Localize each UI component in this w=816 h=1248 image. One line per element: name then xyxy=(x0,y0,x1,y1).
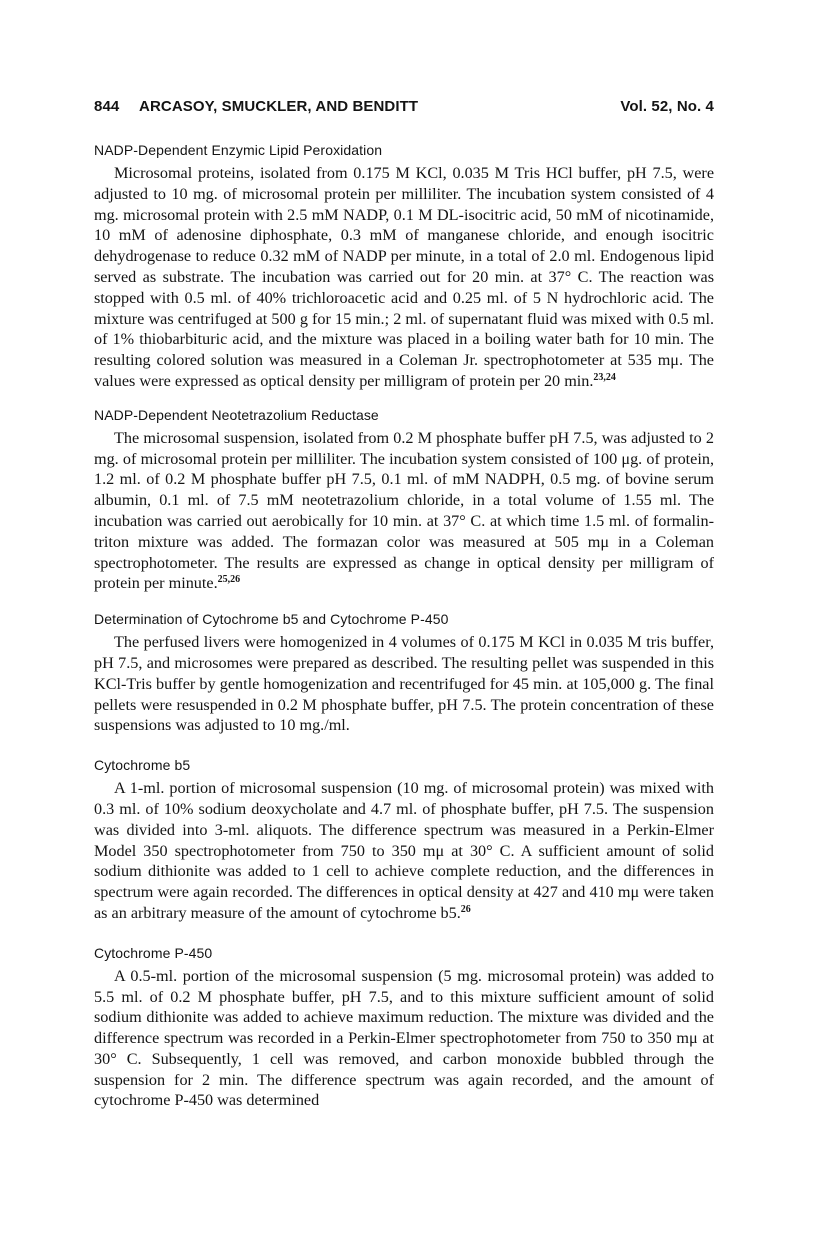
journal-page xyxy=(94,98,714,1111)
section-heading: Cytochrome P-450 xyxy=(94,944,213,961)
section-cytochrome-p450 xyxy=(94,945,714,1112)
section-heading: Determination of Cytochrome b5 and Cytochrome P-450 xyxy=(94,611,449,628)
section-body: Microsomal proteins, isolated from 0.175 M KCl, 0.035 M Tris HCl buffer, pH 7.5, were adjusted to 10 mg. of microsomal protein per milliliter. The incubation system consisted of 4 mg. microsomal protein with 2.5 mM NADP, 0.1 M DL-isocitric acid, 50 mM of nicotinamide, 10 mM of adenosine diphosphate, 0.3 mM of manganese chloride, and enough isocitric dehydrogenase to reduce 0.32 mM of NADP per minute, in a total of 2.0 ml. Endogenous lipid served as substrate. The incubation was carried out for 20 min. at 37° C. The reaction was stopped with 0.5 ml. of 40% trichloroacetic acid and 0.25 ml. of 5 N hydrochloric acid. The mixture was centrifuged at 500 g for 15 min.; 2 ml. of supernatant fluid was mixed with 0.5 ml. of 1% thiobarbituric acid, and the mixture was placed in a boiling water bath for 10 min. The resulting colored solution was measured in a Coleman Jr. spectrophotometer at 535 mμ. The values were expressed as optical density per milligram of protein per 20 min.$^{23,24}$ xyxy=(94,164,714,390)
section-body: The microsomal suspension, isolated from 0.2 M phosphate buffer pH 7.5, was adjusted to 2 mg. of microsomal protein per milliliter. The incubation system consisted of 100 μg. of protein, 1.2 ml. of 0.2 M phosphate buffer pH 7.5, 0.1 ml. of mM NADPH, 0.5 mg. of bovine serum albumin, 0.1 ml. of 7.5 mM neotetrazolium chloride, in a total volume of 1.55 ml. The incubation was carried out aerobically for 10 min. at 37° C. at which time 1.5 ml. of formalin-triton mixture was added. The formazan color was measured at 505 mμ in a Coleman spectrophotometer. The results are expressed as change in optical density per milligram of protein per minute.$^{25,26}$ xyxy=(94,428,714,593)
reference-marker: 26 xyxy=(460,903,471,915)
reference-marker: 25,26 xyxy=(217,574,241,586)
section-cytochrome-b5 xyxy=(94,757,714,924)
section-body: The perfused livers were homogenized in 4 volumes of 0.175 M KCl in 0.035 M tris buffer, pH 7.5, and microsomes were prepared as described. The resulting pellet was suspended in this KCl-Tris buffer by gentle homogenization and recentrifuged for 45 min. at 105,000 g. The final pellets were resuspended in 0.2 M phosphate buffer, pH 7.5. The protein concentration of these suspensions was adjusted to 10 mg./ml. xyxy=(94,633,714,735)
running-header xyxy=(94,98,714,115)
section-body: A 0.5-ml. portion of the microsomal suspension (5 mg. microsomal protein) was added to 5.5 ml. of 0.2 M phosphate buffer, pH 7.5, and to this mixture sufficient amount of solid sodium dithionite was added to achieve maximum reduction. The mixture was divided and the difference spectrum was recorded in a Perkin-Elmer spectrophotometer from 750 to 350 mμ at 30° C. Subsequently, 1 cell was removed, and carbon monoxide bubbled through the suspension for 2 min. The difference spectrum was again recorded, and the amount of cytochrome P-450 was determined xyxy=(94,966,714,1110)
section-cytochrome-determination xyxy=(94,611,714,736)
section-heading: NADP-Dependent Enzymic Lipid Peroxidation xyxy=(94,142,383,158)
reference-marker: 23,24 xyxy=(593,371,616,383)
author-line: ARCASOY, SMUCKLER, AND BENDITT xyxy=(139,98,419,115)
section-body: A 1-ml. portion of microsomal suspension (10 mg. of microsomal protein) was mixed with 0.3 ml. of 10% sodium deoxycholate and 4.7 ml. of phosphate buffer, pH 7.5. The suspension was divided into 3-ml. aliquots. The difference spectrum was measured in a Perkin-Elmer Model 350 spectrophotometer from 750 to 350 mμ at 30° C. A sufficient amount of solid sodium dithionite was added to 1 cell to achieve complete reduction, and the differences in spectrum were again recorded. The differences in optical density at 427 and 410 mμ were taken as an arbitrary measure of the amount of cytochrome b5.26 xyxy=(94,779,714,922)
section-heading: NADP-Dependent Neotetrazolium Reductase xyxy=(94,406,379,423)
volume-issue: Vol. 52, No. 4 xyxy=(620,98,714,115)
section-neotetrazolium-reductase xyxy=(94,407,714,594)
page-number: 844 xyxy=(94,98,120,115)
section-heading: Cytochrome b5 xyxy=(94,757,191,774)
section-lipid-peroxidation xyxy=(94,142,714,392)
